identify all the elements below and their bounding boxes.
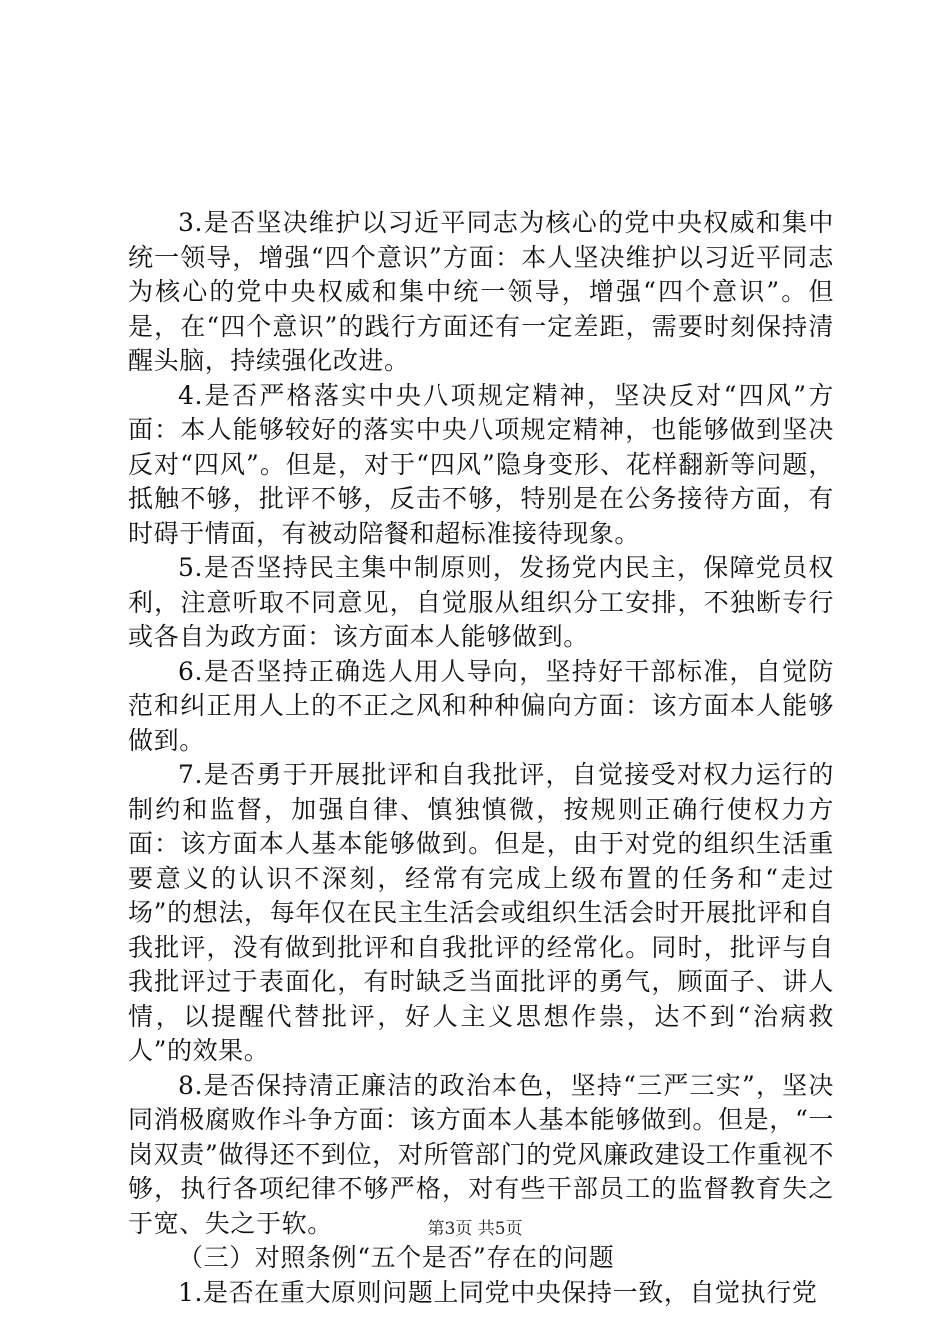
paragraph-item-6: 6.是否坚持正确选人用人导向，坚持好干部标准，自觉防范和纠正用人上的不正之风和种种偏向方面：该方面本人能够做到。 (128, 656, 834, 755)
paragraph-item-7: 7.是否勇于开展批评和自我批评，自觉接受对权力运行的制约和监督，加强自律、慎独慎微，按规则正确行使权力方面：该方面本人基本能够做到。但是，由于对党的组织生活重要意义的认识不深刻，经常有完成上级布置的任务和“走过场”的想法，每年仅在民主生活会或组织生活会时开展批评和自我批评，没有做到批评和自我批评的经常化。同时，批评与自我批评过于表面化，有时缺乏当面批评的勇气，顾面子、讲人情，以提醒代替批评，好人主义思想作祟，达不到“治病救人”的效果。 (128, 760, 834, 1065)
paragraph-item-5: 5.是否坚持民主集中制原则，发扬党内民主，保障党员权利，注意听取不同意见，自觉服从组织分工安排，不独断专行或各自为政方面：该方面本人能够做到。 (128, 553, 834, 651)
document-body (128, 206, 834, 1310)
paragraph-item-8: 8.是否保持清正廉洁的政治本色，坚持“三严三实”，坚决同消极腐败作斗争方面：该方面本人基本能够做到。但是，“一岗双责”做得还不到位，对所管部门的党风廉政建设工作重视不够，执行各项纪律不够严格，对有些干部员工的监督教育失之于宽、失之于软。 (128, 1070, 834, 1238)
section-heading: （三）对照条例“五个是否”存在的问题 (178, 1243, 615, 1272)
paragraph-item-4: 4.是否严格落实中央八项规定精神，坚决反对“四风”方面：本人能够较好的落实中央八项规定精神，也能够做到坚决反对“四风”。但是，对于“四风”隐身变形、花样翻新等问题，抵触不够，批评不够，反击不够，特别是在公务接待方面，有时碍于情面，有被动陪餐和超标准接待现象。 (128, 380, 834, 548)
paragraph-item-3: 3.是否坚决维护以习近平同志为核心的党中央权威和集中统一领导，增强“四个意识”方面：本人坚决维护以习近平同志为核心的党中央权威和集中统一领导，增强“四个意识”。但是，在“四个意识”的践行方面还有一定差距，需要时刻保持清醒头脑，持续强化改进。 (128, 208, 834, 375)
paragraph-item-1: 1.是否在重大原则问题上同党中央保持一致，自觉执行党 (178, 1277, 818, 1307)
page-footer: 第3页 共5页 (427, 1219, 523, 1239)
